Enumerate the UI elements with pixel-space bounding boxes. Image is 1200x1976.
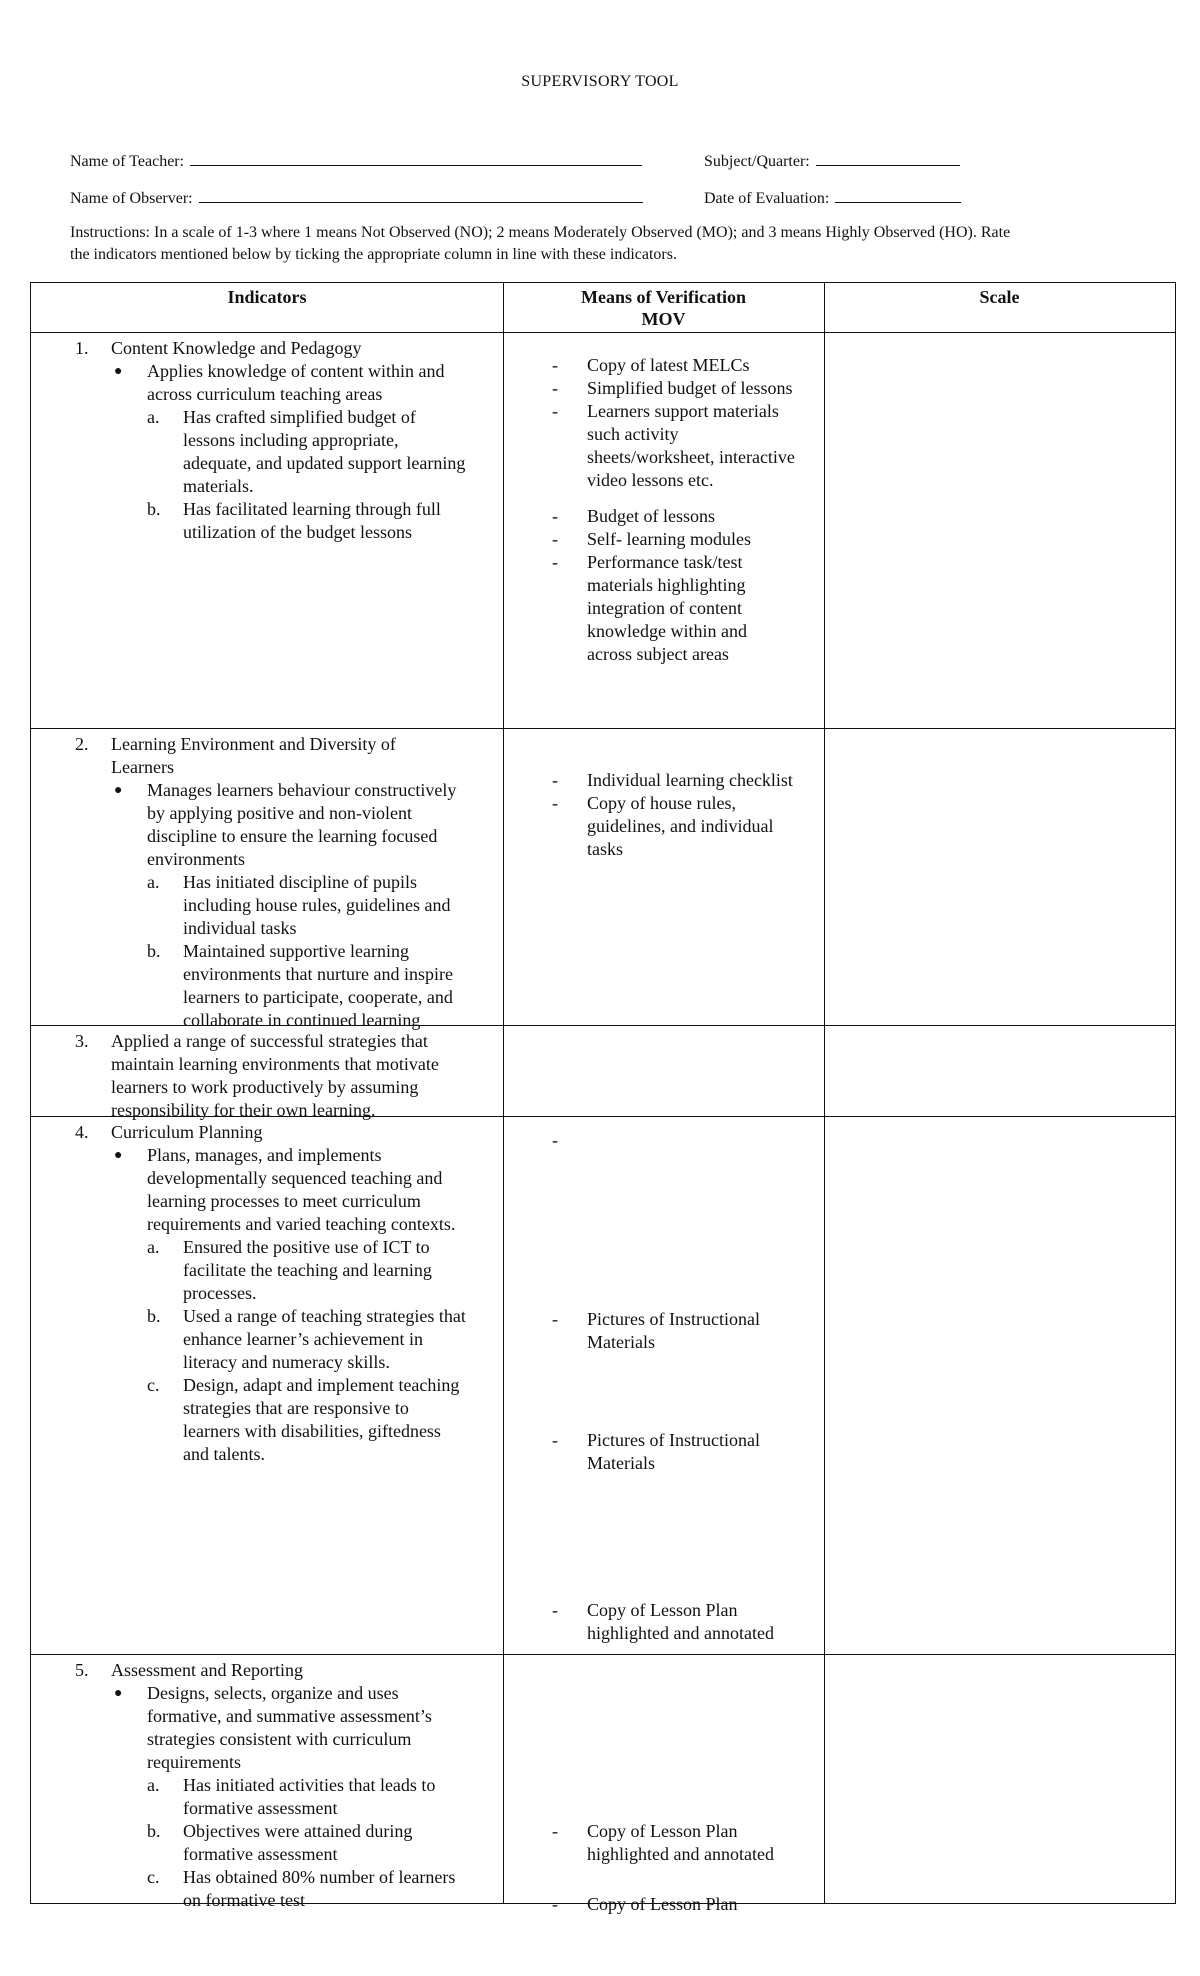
- indicator-bullet-text: across curriculum teaching areas: [147, 384, 383, 404]
- subitem-text: materials.: [183, 476, 254, 496]
- indicator-bullet-text: environments: [147, 849, 245, 869]
- subitem-letter: c.: [147, 1867, 160, 1887]
- subitem-text: formative assessment: [183, 1798, 338, 1818]
- subitem-letter: b.: [147, 1306, 161, 1326]
- teacher-blank[interactable]: [190, 151, 642, 166]
- subitem-text: Has initiated activities that leads to: [183, 1775, 436, 1795]
- indicator-bullet-text: learning processes to meet curriculum: [147, 1191, 421, 1211]
- indicator-bullet-text: by applying positive and non-violent: [147, 803, 412, 823]
- document-title: SUPERVISORY TOOL: [521, 73, 679, 90]
- indicator-bullet-text: Designs, selects, organize and uses: [147, 1683, 399, 1703]
- subitem-text: Used a range of teaching strategies that: [183, 1306, 466, 1326]
- subject-blank[interactable]: [816, 151, 960, 166]
- subitem-text: strategies that are responsive to: [183, 1398, 409, 1418]
- mov-text: Copy of Lesson Plan: [587, 1894, 738, 1914]
- subitem-text: enhance learner’s achievement in: [183, 1329, 424, 1349]
- subitem-text: and talents.: [183, 1444, 265, 1464]
- indicator-heading: Content Knowledge and Pedagogy: [111, 338, 362, 358]
- observer-field[interactable]: [70, 187, 643, 210]
- subitem-text: Has initiated discipline of pupils: [183, 872, 417, 892]
- instructions: [70, 222, 1130, 266]
- bullet-icon: ●: [114, 1148, 123, 1163]
- evaluation-table: [30, 282, 1176, 1914]
- subitem-text: Has facilitated learning through full: [183, 499, 441, 519]
- date-blank[interactable]: [835, 188, 961, 203]
- subject-field[interactable]: [704, 150, 960, 173]
- mov-dash: -: [552, 401, 558, 421]
- instructions-line-1: Instructions: In a scale of 1-3 where 1 means Not Observed (NO); 2 means Moderately Observed (MO); and 3 means Highly Observed (HO). Rate: [70, 224, 1011, 241]
- mov-dash: -: [552, 793, 558, 813]
- mov-text: video lessons etc.: [587, 470, 714, 490]
- indicator-bullet-text: Plans, manages, and implements: [147, 1145, 382, 1165]
- teacher-field[interactable]: [70, 150, 642, 173]
- mov-dash: -: [552, 552, 558, 572]
- instructions-line-2: the indicators mentioned below by ticking the appropriate column in line with these indicators.: [70, 246, 677, 263]
- mov-dash: -: [552, 1309, 558, 1329]
- subitem-text: Has obtained 80% number of learners: [183, 1867, 456, 1887]
- row-divider: [31, 1654, 1175, 1655]
- subitem-text: facilitate the teaching and learning: [183, 1260, 432, 1280]
- mov-text: such activity: [587, 424, 679, 444]
- indicator-bullet-text: formative, and summative assessment’s: [147, 1706, 432, 1726]
- mov-text: guidelines, and individual: [587, 816, 774, 836]
- subitem-text: formative assessment: [183, 1844, 338, 1864]
- indicator-heading: Curriculum Planning: [111, 1122, 263, 1142]
- row-divider: [31, 332, 1175, 333]
- mov-text: Pictures of Instructional: [587, 1430, 760, 1450]
- subitem-text: environments that nurture and inspire: [183, 964, 453, 984]
- indicator-bullet-text: discipline to ensure the learning focused: [147, 826, 438, 846]
- mov-dash: -: [552, 529, 558, 549]
- subitem-text: including house rules, guidelines and: [183, 895, 451, 915]
- subitem-text: Objectives were attained during: [183, 1821, 413, 1841]
- subject-label: Subject/Quarter:: [704, 153, 810, 170]
- header-mov: [503, 286, 824, 330]
- mov-text: Performance task/test: [587, 552, 743, 572]
- header-mov-line-2: MOV: [641, 309, 686, 329]
- indicator-bullet-text: Applies knowledge of content within and: [147, 361, 445, 381]
- mov-text: Copy of Lesson Plan: [587, 1821, 738, 1841]
- mov-text: Materials: [587, 1453, 655, 1473]
- indicator-heading: Learners: [111, 757, 174, 777]
- subitem-text: individual tasks: [183, 918, 297, 938]
- subitem-letter: a.: [147, 407, 160, 427]
- column-divider: [503, 283, 504, 1903]
- mov-dash: -: [552, 1894, 558, 1914]
- subitem-text: literacy and numeracy skills.: [183, 1352, 390, 1372]
- subitem-text: utilization of the budget lessons: [183, 522, 412, 542]
- subitem-text: Maintained supportive learning: [183, 941, 409, 961]
- subitem-letter: b.: [147, 499, 161, 519]
- mov-dash: -: [552, 1130, 558, 1150]
- bullet-icon: ●: [114, 1686, 123, 1701]
- mov-text: Simplified budget of lessons: [587, 378, 793, 398]
- observer-blank[interactable]: [199, 188, 643, 203]
- subitem-text: Design, adapt and implement teaching: [183, 1375, 460, 1395]
- subitem-letter: a.: [147, 1775, 160, 1795]
- indicator-number: 1.: [75, 338, 89, 358]
- column-divider: [824, 283, 825, 1903]
- mov-text: Materials: [587, 1332, 655, 1352]
- indicator-bullet-text: requirements: [147, 1752, 241, 1772]
- subitem-text: learners with disabilities, giftedness: [183, 1421, 441, 1441]
- mov-dash: -: [552, 378, 558, 398]
- bullet-icon: ●: [114, 783, 123, 798]
- mov-text: Budget of lessons: [587, 506, 715, 526]
- header-indicators: Indicators: [227, 287, 307, 307]
- mov-text: highlighted and annotated: [587, 1623, 774, 1643]
- subitem-text: collaborate in continued learning: [183, 1010, 421, 1030]
- observer-label: Name of Observer:: [70, 190, 193, 207]
- indicator-heading: Learning Environment and Diversity of: [111, 734, 396, 754]
- header-mov-line-1: Means of Verification: [581, 287, 746, 307]
- mov-dash: -: [552, 355, 558, 375]
- date-label: Date of Evaluation:: [704, 190, 830, 207]
- bullet-icon: ●: [114, 364, 123, 379]
- indicator-heading: maintain learning environments that motivate: [111, 1054, 439, 1074]
- mov-dash: -: [552, 1600, 558, 1620]
- subitem-text: on formative test: [183, 1890, 305, 1910]
- mov-dash: -: [552, 1821, 558, 1841]
- mov-text: Copy of house rules,: [587, 793, 736, 813]
- indicator-bullet-text: Manages learners behaviour constructively: [147, 780, 457, 800]
- mov-dash: -: [552, 506, 558, 526]
- date-field[interactable]: [704, 187, 961, 210]
- row-divider: [31, 728, 1175, 729]
- mov-text: Learners support materials: [587, 401, 779, 421]
- mov-text: Self- learning modules: [587, 529, 751, 549]
- indicator-heading: Applied a range of successful strategies that: [111, 1031, 428, 1051]
- indicator-number: 3.: [75, 1031, 89, 1051]
- mov-text: highlighted and annotated: [587, 1844, 774, 1864]
- mov-text: across subject areas: [587, 644, 729, 664]
- indicator-bullet-text: requirements and varied teaching contexts.: [147, 1214, 456, 1234]
- mov-text: knowledge within and: [587, 621, 747, 641]
- indicator-heading: responsibility for their own learning.: [111, 1100, 376, 1120]
- indicator-number: 2.: [75, 734, 89, 754]
- mov-text: Copy of Lesson Plan: [587, 1600, 738, 1620]
- mov-text: Copy of latest MELCs: [587, 355, 750, 375]
- indicator-heading: Assessment and Reporting: [111, 1660, 303, 1680]
- subitem-text: adequate, and updated support learning: [183, 453, 466, 473]
- indicator-heading: learners to work productively by assuming: [111, 1077, 419, 1097]
- subitem-letter: a.: [147, 872, 160, 892]
- header-scale: Scale: [979, 287, 1020, 307]
- mov-text: tasks: [587, 839, 623, 859]
- mov-text: materials highlighting: [587, 575, 746, 595]
- mov-dash: -: [552, 770, 558, 790]
- indicator-number: 5.: [75, 1660, 89, 1680]
- mov-text: integration of content: [587, 598, 742, 618]
- subitem-letter: b.: [147, 941, 161, 961]
- mov-text: Pictures of Instructional: [587, 1309, 760, 1329]
- subitem-text: Has crafted simplified budget of: [183, 407, 416, 427]
- mov-text: Individual learning checklist: [587, 770, 793, 790]
- subitem-letter: b.: [147, 1821, 161, 1841]
- subitem-text: processes.: [183, 1283, 257, 1303]
- indicator-bullet-text: developmentally sequenced teaching and: [147, 1168, 443, 1188]
- mov-text: sheets/worksheet, interactive: [587, 447, 795, 467]
- indicator-bullet-text: strategies consistent with curriculum: [147, 1729, 412, 1749]
- subitem-letter: c.: [147, 1375, 160, 1395]
- mov-dash: -: [552, 1430, 558, 1450]
- subitem-text: learners to participate, cooperate, and: [183, 987, 453, 1007]
- subitem-text: Ensured the positive use of ICT to: [183, 1237, 430, 1257]
- subitem-text: lessons including appropriate,: [183, 430, 399, 450]
- subitem-letter: a.: [147, 1237, 160, 1257]
- teacher-label: Name of Teacher:: [70, 153, 185, 170]
- indicator-number: 4.: [75, 1122, 89, 1142]
